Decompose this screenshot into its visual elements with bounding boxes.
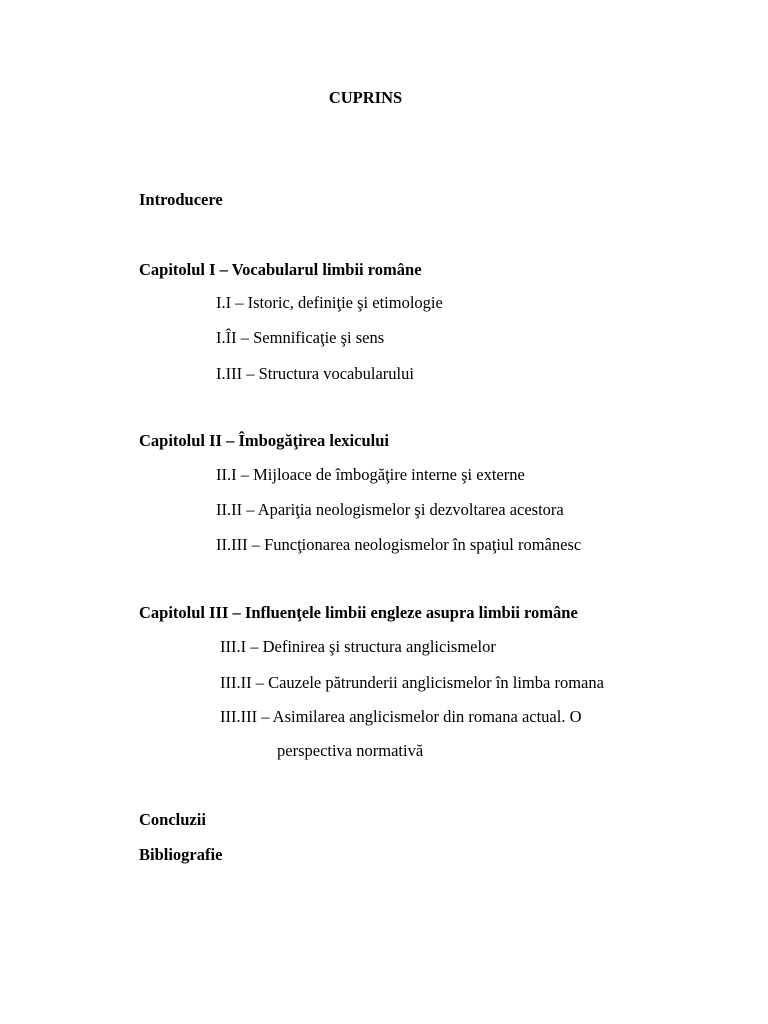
toc-chapter-2-title: Îmbogăţirea lexicului <box>238 431 389 450</box>
page-title: CUPRINS <box>328 88 403 107</box>
toc-section-2-2: II.II – Apariţia neologismelor şi dezvoltarea acestora <box>216 500 564 519</box>
toc-chapter-3-title: Influenţele limbii engleze asupra limbii române <box>244 603 578 622</box>
toc-chapter-2 <box>139 431 389 451</box>
toc-section-1-2: I.ÎI – Semnificaţie şi sens <box>216 328 385 347</box>
toc-section-3-1: III.I – Definirea şi structura anglicismelor <box>220 637 496 656</box>
toc-chapter-2-prefix: Capitolul II – <box>139 431 239 450</box>
toc-section-2-3: II.III – Funcţionarea neologismelor în spaţiul românesc <box>216 535 582 554</box>
toc-conclusions: Concluzii <box>139 810 206 829</box>
toc-chapter-1: Capitolul I – Vocabularul limbii române <box>139 260 422 279</box>
toc-chapter-3-prefix: Capitolul III – <box>139 603 245 622</box>
toc-bibliography: Bibliografie <box>139 845 223 864</box>
toc-section-3-3-continuation: perspectiva normativă <box>277 741 424 760</box>
toc-chapter-3 <box>139 603 578 623</box>
toc-section-3-2: III.II – Cauzele pătrunderii anglicismelor în limba romana <box>220 673 604 692</box>
toc-section-1-1: I.I – Istoric, definiţie şi etimologie <box>216 293 443 312</box>
toc-section-3-3: III.III – Asimilarea anglicismelor din romana actual. O <box>220 707 582 726</box>
toc-introduction: Introducere <box>139 190 223 209</box>
toc-section-1-3: I.III – Structura vocabularului <box>216 364 414 383</box>
toc-section-2-1: II.I – Mijloace de îmbogăţire interne şi externe <box>216 465 525 484</box>
